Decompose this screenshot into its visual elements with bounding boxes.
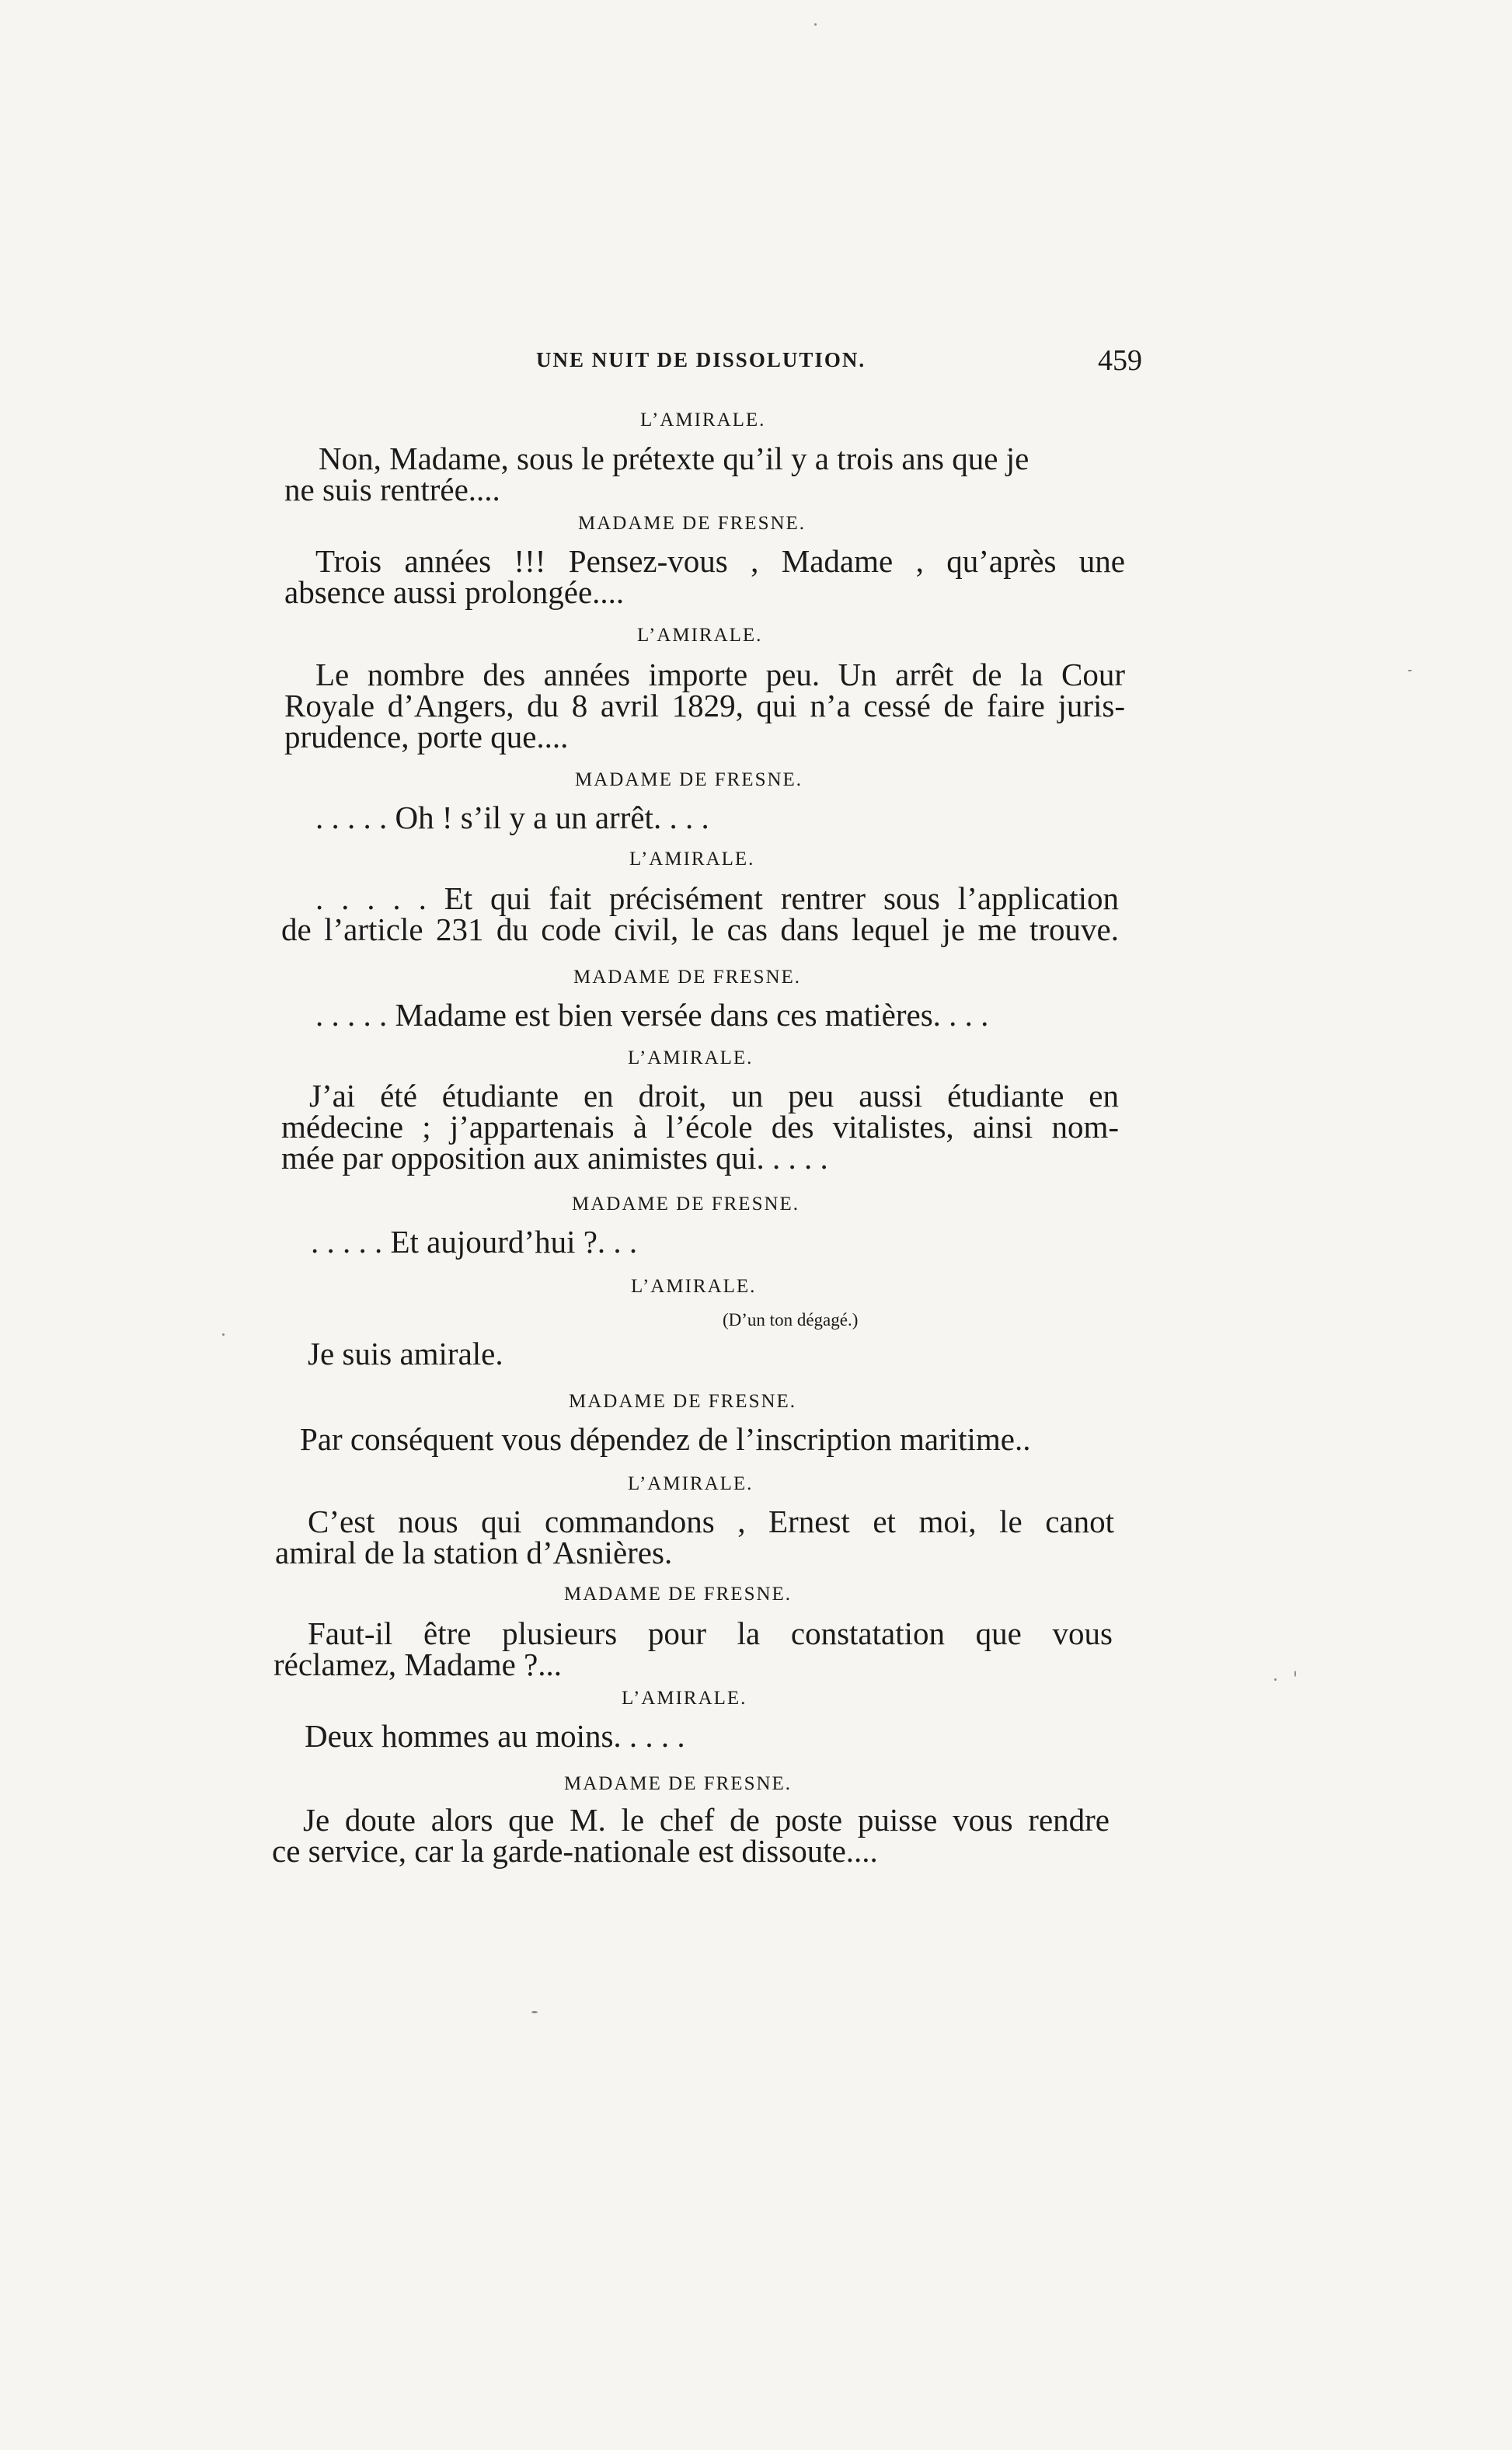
dialogue-line: Trois années !!! Pensez-vous , Madame , qu’après une [315, 543, 1125, 579]
dialogue-line: C’est nous qui commandons , Ernest et moi, le canot [308, 1504, 1114, 1539]
scan-speck [531, 2011, 538, 2013]
dialogue-line: . . . . . Oh ! s’il y a un arrêt. . . . [315, 800, 709, 835]
dialogue-line: réclamez, Madame ?... [273, 1647, 563, 1682]
dialogue-line: . . . . . Et aujourd’hui ?. . . [311, 1224, 638, 1260]
scan-speck [1294, 1671, 1296, 1677]
speaker-label: L’AMIRALE. [637, 625, 763, 646]
dialogue-line: J’ai été étudiante en droit, un peu aussi étudiante en [309, 1078, 1119, 1113]
dialogue-line: ce service, car la garde-nationale est dissoute.... [272, 1833, 878, 1869]
speaker-label: MADAME DE FRESNE. [575, 769, 803, 790]
dialogue-line: Royale d’Angers, du 8 avril 1829, qui n’a cessé de faire juris- [284, 688, 1125, 723]
running-title: UNE NUIT DE DISSOLUTION. [536, 348, 866, 371]
dialogue-line: mée par opposition aux animistes qui. . . . . [281, 1140, 828, 1176]
speaker-label: MADAME DE FRESNE. [564, 1773, 793, 1794]
dialogue-line: Non, Madame, sous le prétexte qu’il y a trois ans que je [319, 441, 1029, 476]
speaker-label: MADAME DE FRESNE. [569, 1391, 797, 1412]
scan-speck [222, 1333, 225, 1336]
dialogue-line: amiral de la station d’Asnières. [275, 1535, 673, 1570]
page-number: 459 [1098, 344, 1142, 377]
dialogue-line: Je suis amirale. [308, 1336, 503, 1371]
dialogue-line: . . . . . Et qui fait précisément rentrer sous l’application [315, 880, 1119, 916]
dialogue-line: Faut-il être plusieurs pour la constatation que vous [308, 1615, 1113, 1651]
speaker-label: MADAME DE FRESNE. [572, 1194, 800, 1215]
dialogue-line: Je doute alors que M. le chef de poste puisse vous rendre [303, 1802, 1110, 1838]
dialogue-line: ne suis rentrée.... [284, 472, 500, 507]
speaker-label: L’AMIRALE. [622, 1688, 747, 1709]
dialogue-line: prudence, porte que.... [284, 719, 569, 755]
dialogue-line: Deux hommes au moins. . . . . [305, 1718, 685, 1754]
scan-speck [1408, 670, 1412, 671]
speaker-label: MADAME DE FRESNE. [578, 513, 807, 534]
speaker-label: L’AMIRALE. [631, 1276, 757, 1297]
dialogue-line: Par conséquent vous dépendez de l’inscription maritime.. [300, 1421, 1031, 1457]
speaker-label: MADAME DE FRESNE. [573, 967, 802, 988]
speaker-label: MADAME DE FRESNE. [564, 1584, 793, 1605]
speaker-label: L’AMIRALE. [629, 849, 755, 870]
scan-speck [1274, 1678, 1277, 1681]
dialogue-line: médecine ; j’appartenais à l’école des vitalistes, ainsi nom- [281, 1109, 1119, 1145]
dialogue-line: de l’article 231 du code civil, le cas dans lequel je me trouve. [281, 911, 1119, 947]
speaker-label: L’AMIRALE. [628, 1473, 754, 1494]
running-head [280, 343, 1142, 382]
dialogue-line: absence aussi prolongée.... [284, 574, 625, 610]
scan-speck [814, 23, 817, 26]
dialogue-line: . . . . . Madame est bien versée dans ces matières. . . . [315, 997, 989, 1033]
stage-direction: (D’un ton dégagé.) [723, 1310, 859, 1330]
speaker-label: L’AMIRALE. [628, 1047, 754, 1068]
dialogue-line: Le nombre des années importe peu. Un arrêt de la Cour [315, 657, 1125, 692]
speaker-label: L’AMIRALE. [640, 409, 766, 430]
